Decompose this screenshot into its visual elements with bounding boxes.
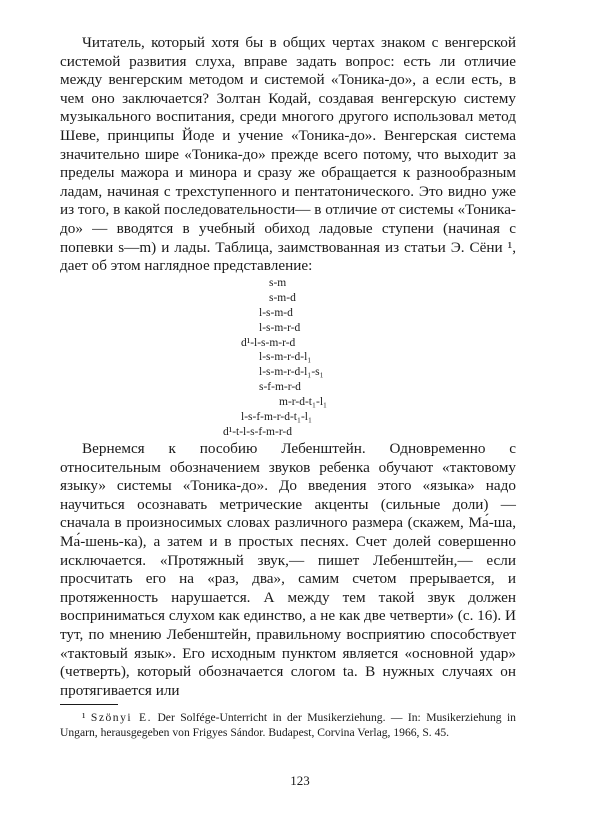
ladder-entry: l-s-m-r-d-l₁ [259, 351, 312, 364]
ladder-entry: s-m-d [269, 291, 296, 304]
footnote-text: Der Solfége-Unterricht in der Musikerziehung. — In: Musikerziehung in Ungarn, herausgegeben von Frigyes Sándor. Budapest, Corvina Verlag, 1966, S. 45. [60, 711, 516, 739]
ladder-row [210, 410, 390, 425]
ladder-entry: d¹-l-s-m-r-d [241, 336, 296, 349]
footnote-marker: ¹ [82, 711, 86, 724]
page-number: 123 [290, 773, 310, 788]
ladder-entry: l-s-m-d [259, 306, 293, 319]
footnote [60, 711, 516, 740]
paragraph-1: Читатель, который хотя бы в общих чертах знаком с венгерской системой развития слуха, вправе задать вопрос: есть ли отличие между венгерским методом и системой «Тоника-до», а если есть, в чем оно заключается? Золтан Кодай, создавая венгерскую систему музыкального воспитания, среди многого другого использовал метод Шеве, принципы Йоде и учение «Тоника-до». Венгерская система значительно шире «Тоника-до» прежде всего потому, что выходит за пределы мажора и минора и сразу же обращается к разнообразным ладам, начиная с трехступенного и пентатонического. Это видно уже из того, в какой последовательности— в отличие от системы «Тоника-до» — вводятся в учебный обиход ладовые ступени (начиная с попевки s—m) и лады. Таблица, заимствованная из статьи Э. Сёни ¹, дает об этом наглядное представление: [60, 34, 516, 275]
paragraph-2: Вернемся к пособию Лебенштейн. Одновременно с относительным обозначением звуков ребенка обучают «тактовому языку» системы «Тоника-до». До введения этого «языка» надо научиться осознавать метрические акценты (сильные доли) — сначала в произносимых словах различного размера (скажем, Ма́-ша, Ма́-шень-ка), а затем и в простых песнях. Счет долей совершенно исключается. «Протяжный звук,— пишет Лебенштейн,— если просчитать его на «раз, два», самим счетом прерывается, и протяженность нарушается. А между тем такой звук должен восприниматься слухом как единство, а не как две четверти» (с. 16). И тут, по мнению Лебенштейн, правильному восприятию способствует «тактовый язык». Его исходным пунктом является «основной удар» (четверть), который обозначается слогом ta. В нужных случаях он протягивается или [60, 440, 516, 699]
ladder-row [210, 350, 390, 365]
ladder-entry: m-r-d-t₁-l₁ [279, 396, 328, 409]
ladder-row [210, 380, 390, 395]
footnote-author: Szönyi E. [90, 711, 153, 724]
ladder-entry: l-s-m-r-d-l₁-s₁ [259, 366, 324, 379]
ladder-row [210, 306, 390, 321]
footnote-divider [60, 704, 118, 705]
ladder-row [210, 276, 390, 291]
ladder-entry: s-f-m-r-d [259, 381, 301, 394]
ladder-entry: s-m [269, 277, 287, 289]
ladder-row [210, 336, 390, 351]
ladder-row [210, 395, 390, 410]
ladder-entry: l-s-f-m-r-d-t₁-l₁ [241, 411, 313, 424]
mode-ladder-table [210, 276, 390, 440]
ladder-row [210, 291, 390, 306]
ladder-row [210, 321, 390, 336]
ladder-row [210, 365, 390, 380]
ladder-row [210, 425, 390, 440]
ladder-entry: l-s-m-r-d [259, 321, 301, 334]
ladder-entry: d¹-t-l-s-f-m-r-d [223, 425, 292, 438]
